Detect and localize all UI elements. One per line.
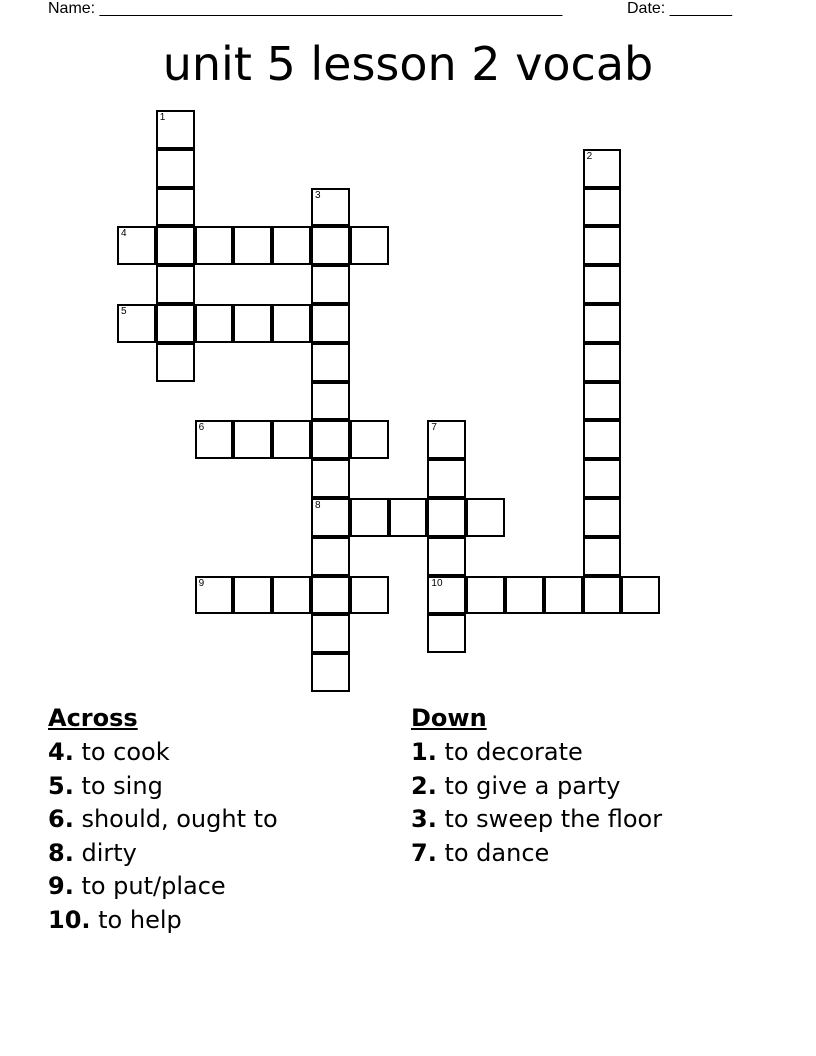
crossword-cell[interactable]	[233, 226, 272, 265]
crossword-cell[interactable]	[156, 149, 195, 188]
crossword-cell[interactable]	[272, 576, 311, 615]
crossword-cell[interactable]	[117, 304, 156, 343]
crossword-cell[interactable]	[311, 498, 350, 537]
clue-text: should, ought to	[73, 805, 278, 833]
clue-number: 5	[121, 306, 127, 317]
down-clue	[411, 803, 662, 837]
clue-text: to give a party	[436, 771, 621, 800]
across-heading: Across	[48, 704, 138, 732]
crossword-cell[interactable]	[311, 614, 350, 653]
crossword-cell[interactable]	[311, 537, 350, 576]
crossword-cell[interactable]	[272, 226, 311, 265]
clue-number-label: 5.	[48, 771, 74, 800]
crossword-cell[interactable]	[466, 576, 505, 615]
crossword-cell[interactable]	[583, 420, 622, 459]
clue-number-label: 6.	[48, 805, 74, 833]
crossword-cell[interactable]	[311, 382, 350, 421]
clue-number-label: 1.	[411, 738, 437, 766]
across-clue	[48, 870, 278, 904]
crossword-cell[interactable]	[195, 226, 234, 265]
clue-number-label: 7.	[411, 838, 437, 867]
clue-number-label: 3.	[411, 805, 437, 833]
crossword-cell[interactable]	[311, 343, 350, 382]
clue-number: 9	[198, 577, 205, 589]
crossword-cell[interactable]	[583, 576, 622, 615]
crossword-cell[interactable]	[583, 537, 622, 576]
clue-text: to sweep the floor	[436, 805, 663, 833]
date-field-label: Date: _______	[627, 0, 732, 17]
crossword-cell[interactable]	[544, 576, 583, 615]
clue-number: 3	[315, 189, 321, 201]
crossword-cell[interactable]	[583, 498, 622, 537]
clue-number: 6	[198, 422, 205, 434]
crossword-cell[interactable]	[583, 188, 622, 227]
crossword-cell[interactable]	[195, 304, 234, 343]
crossword-cell[interactable]	[311, 265, 350, 304]
crossword-cell[interactable]	[156, 343, 195, 382]
down-clue-list	[411, 736, 662, 870]
crossword-cell[interactable]	[311, 188, 350, 227]
crossword-cell[interactable]	[505, 576, 544, 615]
crossword-cell[interactable]	[389, 498, 428, 537]
crossword-cell[interactable]	[311, 459, 350, 498]
clue-text: to help	[90, 905, 182, 934]
clue-number-label: 9.	[48, 872, 74, 900]
across-clue	[48, 770, 278, 804]
clue-text: dirty	[73, 838, 137, 867]
down-heading: Down	[411, 704, 487, 732]
crossword-cell[interactable]	[156, 304, 195, 343]
clue-text: to sing	[73, 771, 163, 800]
crossword-cell[interactable]	[311, 304, 350, 343]
crossword-cell[interactable]	[466, 498, 505, 537]
across-clue	[48, 736, 278, 770]
crossword-cell[interactable]	[427, 537, 466, 576]
clue-number: 2	[586, 150, 593, 162]
crossword-cell[interactable]	[156, 110, 195, 149]
crossword-cell[interactable]	[621, 576, 660, 615]
crossword-cell[interactable]	[156, 265, 195, 304]
page-title: unit 5 lesson 2 vocab	[162, 37, 654, 91]
crossword-cell[interactable]	[583, 265, 622, 304]
clue-number: 4	[121, 228, 127, 240]
clue-text: to put/place	[73, 872, 226, 900]
down-clue	[411, 837, 662, 871]
crossword-cell[interactable]	[117, 226, 156, 265]
down-clue	[411, 736, 662, 770]
crossword-cell[interactable]	[233, 576, 272, 615]
crossword-cell[interactable]	[583, 304, 622, 343]
crossword-cell[interactable]	[583, 149, 622, 188]
crossword-cell[interactable]	[427, 576, 466, 615]
crossword-cell[interactable]	[350, 498, 389, 537]
crossword-cell[interactable]	[350, 420, 389, 459]
crossword-cell[interactable]	[583, 343, 622, 382]
clue-number: 8	[315, 500, 321, 511]
name-field-label: Name: ____________________________________________________	[48, 0, 563, 17]
clue-text: to decorate	[436, 738, 583, 766]
crossword-cell[interactable]	[311, 226, 350, 265]
crossword-cell[interactable]	[311, 420, 350, 459]
crossword-cell[interactable]	[583, 459, 622, 498]
crossword-cell[interactable]	[233, 304, 272, 343]
crossword-cell[interactable]	[583, 226, 622, 265]
clue-number: 7	[431, 422, 437, 434]
crossword-cell[interactable]	[427, 420, 466, 459]
crossword-cell[interactable]	[583, 382, 622, 421]
crossword-cell[interactable]	[195, 576, 234, 615]
crossword-cell[interactable]	[427, 614, 466, 653]
crossword-cell[interactable]	[350, 576, 389, 615]
crossword-cell[interactable]	[272, 420, 311, 459]
crossword-cell[interactable]	[156, 226, 195, 265]
clue-text: to dance	[436, 838, 550, 867]
crossword-cell[interactable]	[195, 420, 234, 459]
clue-number-label: 10.	[48, 905, 91, 934]
crossword-cell[interactable]	[427, 459, 466, 498]
across-clue	[48, 904, 278, 938]
crossword-cell[interactable]	[311, 653, 350, 692]
clue-number: 10	[431, 577, 443, 589]
across-clue	[48, 837, 278, 871]
crossword-cell[interactable]	[350, 226, 389, 265]
clue-number-label: 4.	[48, 738, 74, 766]
crossword-cell[interactable]	[233, 420, 272, 459]
clue-number: 1	[159, 112, 166, 123]
crossword-cell[interactable]	[156, 188, 195, 227]
crossword-cell[interactable]	[272, 304, 311, 343]
across-clue	[48, 803, 278, 837]
down-clue	[411, 770, 662, 804]
crossword-cell[interactable]	[311, 576, 350, 615]
clue-number-label: 8.	[48, 838, 74, 867]
across-clue-list	[48, 736, 278, 937]
clue-text: to cook	[73, 738, 170, 766]
crossword-cell[interactable]	[427, 498, 466, 537]
clue-number-label: 2.	[411, 771, 437, 800]
